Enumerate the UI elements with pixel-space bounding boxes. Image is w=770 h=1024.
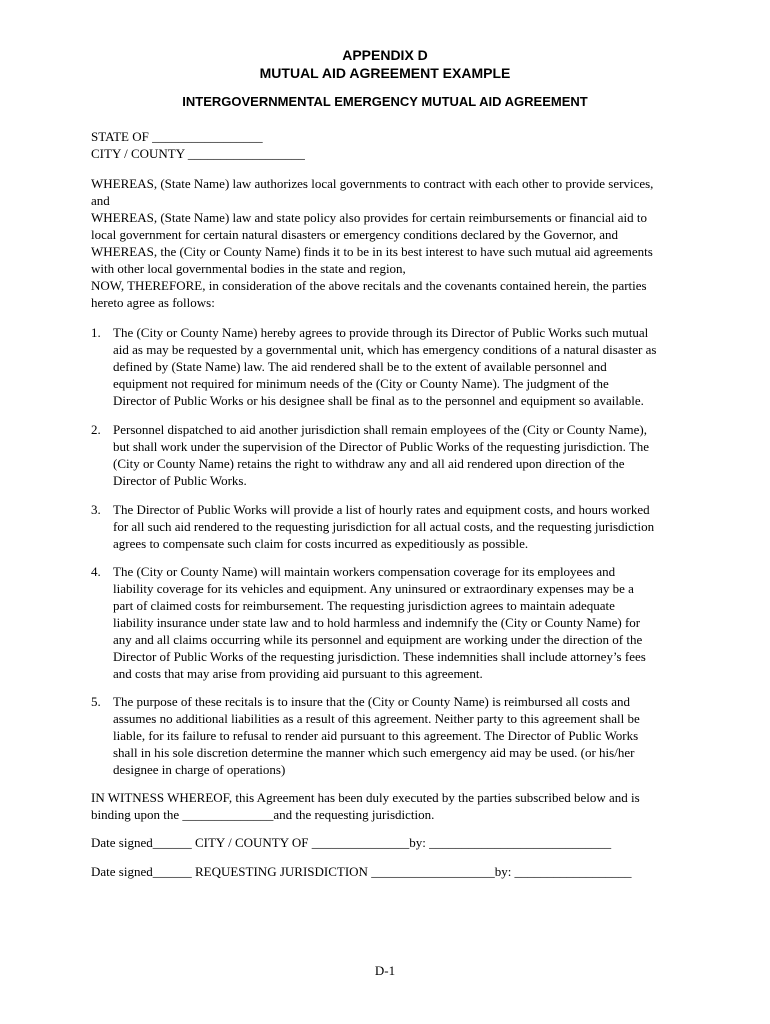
list-item-number: 5. xyxy=(91,694,101,709)
list-item-number: 4. xyxy=(91,564,101,579)
document-subtitle: INTERGOVERNMENTAL EMERGENCY MUTUAL AID AGREEMENT xyxy=(182,94,588,109)
list-item-text: The purpose of these recitals is to insure that the (City or County Name) is reimbursed all costs and assumes no additional liabilities as a result of this agreement. Neither party to this agreement shall be liable, for its failure to refusal to render aid pursuant to this agreement. The Director of Public Works shall in his sole discretion determine the manner which such emergency aid may be used. (or his/her designee in charge of operations) xyxy=(113,694,640,777)
list-item-text: The Director of Public Works will provide a list of hourly rates and equipment costs, and hours worked for all such aid rendered to the requesting jurisdiction for all actual costs, and the requesting jurisdiction agrees to compensate such claim for costs incurred as expeditiously as possible. xyxy=(113,502,655,551)
list-item-text: The (City or County Name) will maintain workers compensation coverage for its employees and liability coverage for its vehicles and equipment. Any uninsured or extraordinary expenses may be a part of claimed costs for reimbursement. The requesting jurisdiction agrees to maintain adequate liability insurance under state law and to hold harmless and indemnify the (City or County Name) for any and all claims occurring while its personnel and equipment are working under the direction of the Director of Public Works of the requesting jurisdiction. These indemnities shall include attorney’s fees and costs that may arise from providing aid pursuant to this agreement. xyxy=(113,564,646,681)
state-line: STATE OF _________________ xyxy=(91,129,263,144)
signature-line-city-county: Date signed______ CITY / COUNTY OF _______________by: ____________________________ xyxy=(91,835,612,850)
list-item-text: The (City or County Name) hereby agrees to provide through its Director of Public Works such mutual aid as may be requested by a governmental unit, which has emergency conditions of a natural disaster as defined by (State Name) law. The aid rendered shall be to the extent of available personnel and equipment not required for minimum needs of the (City or County Name). The judgment of the Director of Public Works or his designee shall be final as to the personnel and equipment so available. xyxy=(113,325,657,408)
signature-line-requesting-jurisdiction: Date signed______ REQUESTING JURISDICTION ___________________by: __________________ xyxy=(91,864,632,879)
list-item-number: 1. xyxy=(91,325,101,340)
list-item-text: Personnel dispatched to aid another jurisdiction shall remain employees of the (City or County Name), but shall work under the supervision of the Director of Public Works of the requesting jurisdiction. The (City or County Name) retains the right to withdraw any and all aid rendered upon direction of the Director of Public Works. xyxy=(113,422,650,488)
document-title: MUTUAL AID AGREEMENT EXAMPLE xyxy=(259,65,511,81)
page-number: D-1 xyxy=(374,963,396,978)
list-item-number: 3. xyxy=(91,502,101,517)
appendix-heading: APPENDIX D xyxy=(342,47,428,63)
list-item-number: 2. xyxy=(91,422,101,437)
county-line: CITY / COUNTY __________________ xyxy=(91,146,305,161)
witness-paragraph: IN WITNESS WHEREOF, this Agreement has been duly executed by the parties subscribed below and is binding upon the ______________and the requesting jurisdiction. xyxy=(91,790,640,822)
recitals-paragraph: WHEREAS, (State Name) law authorizes local governments to contract with each other to provide services, and WHEREAS, (State Name) law and state policy also provides for certain reimbursements or financial aid to local government for certain natural disasters or emergency conditions declared by the Governor, and WHEREAS, the (City or County Name) finds it to be in its best interest to have such mutual aid agreements with other local governmental bodies in the state and region, NOW, THEREFORE, in consideration of the above recitals and the covenants contained herein, the parties hereto agree as follows: xyxy=(91,176,654,310)
